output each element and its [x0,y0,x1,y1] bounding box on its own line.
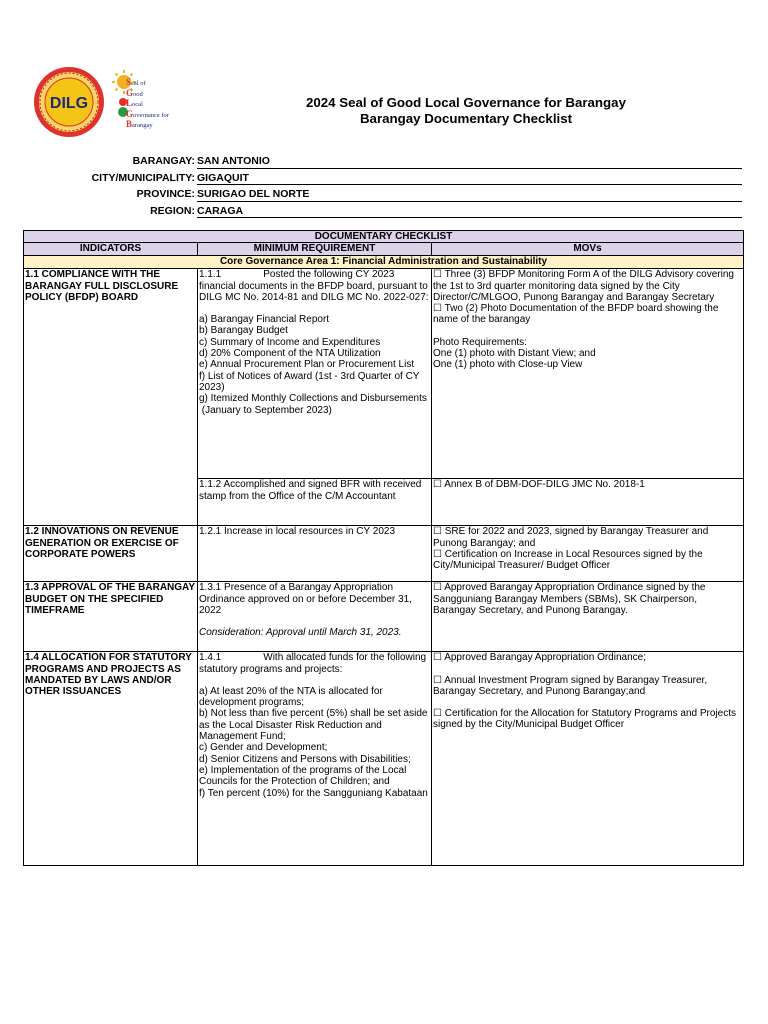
requirement-text: 1.3.1 Presence of a Barangay Appropriation Ordinance approved on or before December 31, 2022 [199,582,412,616]
movs-cell [432,582,744,652]
table-title: DOCUMENTARY CHECKLIST [24,231,744,243]
table-row [24,526,744,582]
info-value: CARAGA [197,205,742,219]
documentary-checklist-table [23,230,744,866]
col-header-minimum-requirement: MINIMUM REQUIREMENT [198,243,432,256]
indicator-cell: 1.4 ALLOCATION FOR STATUTORY PROGRAMS AND PROJECTS AS MANDATED BY LAWS AND/OR OTHER ISSUANCES [24,652,198,866]
info-value: SURIGAO DEL NORTE [197,188,742,202]
table-row [24,652,744,866]
requirement-item: c) Summary of Income and Expenditures [199,336,381,348]
mov-item: ☐ Two (2) Photo Documentation of the BFDP board showing the name of the barangay [433,303,719,326]
col-header-indicators: INDICATORS [24,243,198,256]
dilg-seal-icon [33,66,105,138]
requirement-item: f) List of Notices of Award (1st - 3rd Quarter of CY 2023) [199,370,420,393]
mov-item: ☐ Approved Barangay Appropriation Ordinance signed by the Sangguniang Barangay Members (SBMs), SK Chairperson, Barangay Secretary, and Punong Barangay. [433,582,706,616]
column-header-row [24,243,744,256]
requirement-item: c) Gender and Development; [199,742,328,754]
photo-requirement-item: One (1) photo with Distant View; and [433,348,596,360]
requirement-cell: 1.1.2 Accomplished and signed BFR with received stamp from the Office of the C/M Accountant [198,479,432,526]
requirement-item: d) Senior Citizens and Persons with Disabilities; [199,753,411,765]
requirement-item: d) 20% Component of the NTA Utilization [199,348,381,360]
info-value: GIGAQUIT [197,172,742,186]
logo-group [33,66,183,138]
title-line-1: 2024 Seal of Good Local Governance for Barangay [306,95,626,110]
consideration-note: Consideration: Approval until March 31, 2023. [199,627,402,639]
movs-cell [432,526,744,582]
requirement-cell [198,582,432,652]
title-line-2: Barangay Documentary Checklist [359,111,573,126]
info-label: PROVINCE: [136,188,195,200]
photo-requirement-item: One (1) photo with Close-up View [433,359,583,371]
requirement-item: e) Annual Procurement Plan or Procurement List [199,359,415,371]
requirement-intro: 1.1.1 Posted the following CY 2023 financial documents in the BFDP board, pursuant to DILG MC No. 2014-81 and DILG MC No. 2022-027: [199,269,429,303]
svg-text:DILG: DILG [49,95,89,112]
info-label: REGION: [150,204,195,217]
sglg-logo [109,68,189,134]
requirement-item: f) Ten percent (10%) for the Sangguniang Kabataan [199,787,428,799]
mov-item: ☐ SRE for 2022 and 2023, signed by Barangay Treasurer and Punong Barangay; and [433,526,709,549]
indicator-cell: 1.3 APPROVAL OF THE BARANGAY BUDGET ON THE SPECIFIED TIMEFRAME [24,582,198,652]
mov-item: ☐ Approved Barangay Appropriation Ordinance; [433,652,646,664]
requirement-item: b) Not less than five percent (5%) shall be set aside as the Local Disaster Risk Reduction and Management Fund; [199,708,428,743]
requirement-item: (January to September 2023) [199,404,332,416]
indicator-cell: 1.1 COMPLIANCE WITH THE BARANGAY FULL DISCLOSURE POLICY (BFDP) BOARD [24,269,198,526]
table-title-row [24,231,744,243]
photo-requirements: Photo Requirements: [433,336,527,348]
requirement-cell [198,652,432,866]
requirement-item: a) At least 20% of the NTA is allocated for development programs; [199,685,383,709]
table-row [24,269,744,479]
info-label: CITY/MUNICIPALITY: [91,171,195,184]
info-label: BARANGAY: [132,155,195,167]
mov-item: ☐ Annual Investment Program signed by Barangay Treasurer, Barangay Secretary, and Punong Barangay;and [433,674,708,697]
table-row [24,582,744,652]
requirement-cell [198,269,432,479]
movs-cell [432,652,744,866]
col-header-movs: MOVs [432,243,744,256]
requirement-item: e) Implementation of the programs of the Local Councils for the Protection of Children; and [199,764,407,788]
mov-item: ☐ Annex B of DBM-DOF-DILG JMC No. 2018-1 [433,479,645,491]
movs-cell [432,269,744,479]
page-title [260,95,672,127]
mov-item: ☐ Certification for the Allocation for Statutory Programs and Projects signed by the City/Municipal Budget Officer [433,708,736,731]
requirement-cell: 1.2.1 Increase in local resources in CY 2023 [198,526,432,582]
sglg-wordmark: Seal of Good Local Governance for Barangay [126,77,169,130]
mov-item: ☐ Certification on Increase in Local Resources signed by the City/Municipal Treasurer/ Budget Officer [433,548,703,572]
movs-cell [432,479,744,526]
requirement-item: g) Itemized Monthly Collections and Disbursements [199,393,427,405]
requirement-item: b) Barangay Budget [199,325,288,337]
requirement-intro: 1.4.1 With allocated funds for the following statutory programs and projects: [199,652,427,675]
mov-item: ☐ Three (3) BFDP Monitoring Form A of the DILG Advisory covering the 1st to 3rd quarter monitoring data signed by the City Director/C/MLGOO, Punong Barangay and Barangay Secretary [433,269,734,303]
requirement-item: a) Barangay Financial Report [199,314,330,326]
governance-area-title: Core Governance Area 1: Financial Administration and Sustainability [24,256,744,269]
governance-area-row [24,256,744,269]
indicator-cell: 1.2 INNOVATIONS ON REVENUE GENERATION OR EXERCISE OF CORPORATE POWERS [24,526,198,582]
info-value: SAN ANTONIO [197,155,742,169]
